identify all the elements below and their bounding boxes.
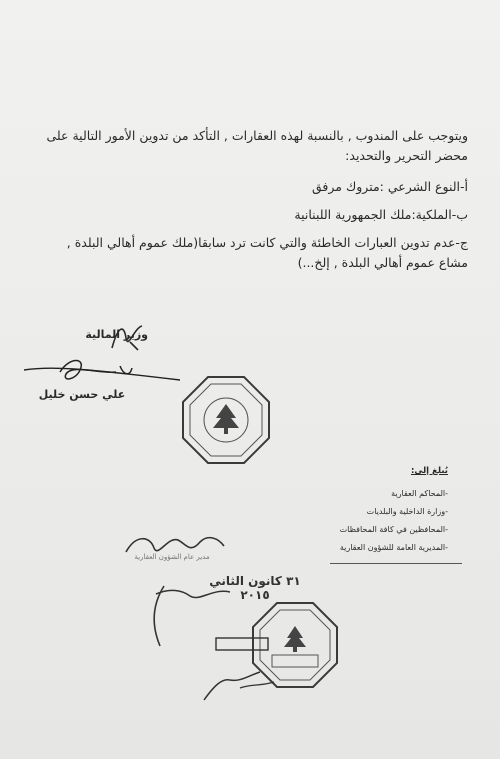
body-paragraph: ويتوجب على المندوب , بالنسبة لهذه العقارات , التأكد من تدوين الأمور التالية على محضر التحرير والتحديد: [46, 128, 468, 163]
list-item: -وزارة الداخلية والبلديات [366, 507, 448, 516]
distribution-list [288, 485, 448, 557]
list-item: -المديرية العامة للشؤون العقارية [339, 543, 448, 552]
minister-name: علي حسن خليل [38, 388, 126, 401]
director-stamp-line: مدير عام الشؤون العقارية [134, 553, 210, 561]
registry-stamp-icon [200, 636, 290, 706]
item-a: أ-النوع الشرعي :متروك مرفق [312, 179, 468, 194]
document-date: ٣١ كانون الثاني ٢٠١٥ [209, 574, 301, 602]
distribution-heading: يُبلغ إلى: [410, 466, 448, 476]
minister-title: وزير المالية [85, 328, 148, 341]
item-c: ج-عدم تدوين العبارات الخاطئة والتي كانت ترد سابقا(ملك عموم أهالي البلدة , مشاع عموم أهالي البلدة , إلخ...) [66, 235, 468, 270]
minister-signature-icon [20, 352, 185, 392]
divider [330, 563, 462, 564]
item-b: ب-الملكية:ملك الجمهورية اللبنانية [294, 207, 468, 222]
list-item: -المحاكم العقارية [391, 489, 448, 498]
list-item: -المحافظين في كافة المحافظات [339, 525, 448, 534]
ministry-seal-icon [180, 374, 272, 466]
